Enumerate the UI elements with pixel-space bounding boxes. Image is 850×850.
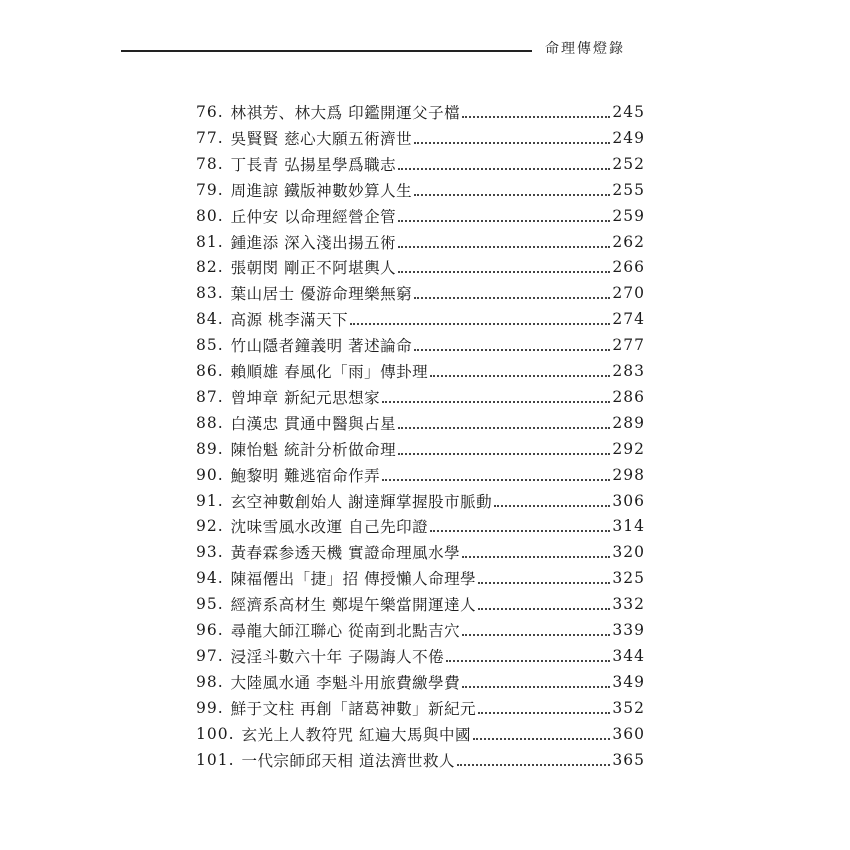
toc-entry-number: 99 . [196, 699, 224, 717]
toc-entry-number: 95 . [196, 595, 224, 613]
toc-entry-title: 丁長青 弘揚星學爲職志 [230, 155, 397, 174]
toc-entry-page-number: 286 [612, 387, 645, 406]
toc-entry-page-number: 365 [612, 750, 645, 769]
toc-entry-title: 林祺芳、林大爲 印鑑開運父子檔 [230, 104, 461, 122]
toc-entry-page-number: 245 [612, 103, 645, 121]
toc-entry [196, 463, 645, 487]
toc-entry-number: 86 . [196, 362, 224, 380]
toc-entry [196, 437, 645, 461]
dot-leader [462, 634, 610, 636]
dot-leader [398, 271, 610, 273]
toc-entry-number: 101 . [196, 751, 235, 769]
toc-entry-number: 100 . [196, 725, 235, 743]
dot-leader [398, 427, 610, 429]
toc-entry [196, 540, 645, 564]
toc-entry [196, 644, 645, 668]
toc-entry-number: 90 . [196, 466, 224, 484]
toc-entry-title: 浸淫斗數六十年 子陽誨人不倦 [230, 647, 445, 666]
toc-entry-page-number: 339 [612, 621, 645, 639]
toc-entry-page-number: 292 [612, 439, 645, 458]
toc-entry-page-number: 289 [612, 413, 645, 432]
toc-entry-page-number: 252 [612, 154, 645, 173]
header-rule [121, 50, 532, 52]
toc-entry-title: 經濟系高材生 鄭堤午樂當開運達人 [230, 596, 477, 615]
toc-entry [196, 696, 645, 720]
toc-entry-title: 陳怡魁 統計分析做命理 [230, 440, 397, 459]
toc-entry [196, 152, 645, 176]
toc-entry-page-number: 314 [612, 517, 645, 536]
toc-entry-page-number: 298 [612, 465, 645, 484]
toc-entry-number: 88 . [196, 414, 224, 432]
dot-leader [414, 349, 610, 351]
dot-leader [414, 297, 610, 299]
toc-entry [196, 385, 645, 409]
toc-entry [196, 230, 645, 254]
toc-entry-title: 吳賢賢 慈心大願五術濟世 [230, 129, 413, 148]
toc-entry-number: 80 . [196, 207, 224, 225]
toc-entry-number: 79 . [196, 181, 224, 199]
toc-entry-number: 96 . [196, 621, 224, 639]
toc-entry-page-number: 266 [612, 258, 645, 277]
toc-entry-page-number: 344 [612, 646, 645, 665]
toc-entry-title: 鮮于文柱 再創「諸葛神數」新紀元 [230, 699, 477, 718]
toc-entry-page-number: 262 [612, 232, 645, 251]
toc-entry-title: 玄空神數創始人 謝達輝掌握股市脈動 [230, 492, 493, 511]
toc-entry-page-number: 255 [612, 180, 645, 199]
toc-entry-number: 97 . [196, 647, 224, 665]
toc-entry-title: 葉山居士 優游命理樂無窮 [230, 285, 413, 304]
toc-entry-title: 張朝閔 剛正不阿堪輿人 [230, 259, 397, 278]
toc-entry-title: 賴順雄 春風化「雨」傳卦理 [230, 363, 429, 381]
toc-entry-title: 鍾進添 深入淺出揚五術 [230, 233, 397, 252]
toc-entry-number: 91 . [196, 492, 224, 510]
toc-entry-title: 黃春霖参透天機 實證命理風水學 [230, 544, 461, 563]
dot-leader [494, 505, 610, 507]
toc-entry [196, 126, 645, 150]
toc-entry-page-number: 320 [612, 543, 645, 562]
toc-entry-number: 93 . [196, 543, 224, 561]
toc-entry-page-number: 249 [612, 128, 645, 147]
toc-entry-title: 曾坤章 新紀元思想家 [230, 388, 381, 407]
dot-leader [430, 530, 610, 532]
dot-leader [478, 608, 610, 610]
toc-entry [196, 281, 645, 305]
toc-entry-page-number: 277 [612, 336, 645, 355]
toc-entry [196, 411, 645, 435]
toc-entry-number: 77 . [196, 129, 224, 147]
toc-entry-page-number: 349 [612, 672, 645, 691]
toc-entry-number: 92 . [196, 517, 224, 535]
dot-leader [414, 142, 610, 144]
toc-entry-page-number: 360 [612, 724, 645, 743]
toc-entry [196, 204, 645, 228]
toc-entry [196, 178, 645, 202]
dot-leader [478, 712, 610, 714]
toc-entry [196, 618, 645, 642]
toc-entry-page-number: 274 [612, 310, 645, 329]
dot-leader [382, 479, 610, 481]
toc-entry-number: 78 . [196, 155, 224, 173]
toc-entry-title: 陳福僊出「捷」招 傳授懶人命理學 [230, 570, 477, 589]
toc-entry [196, 307, 645, 331]
toc-entry-number: 89 . [196, 440, 224, 458]
toc-entry-title: 周進諒 鐵版神數妙算人生 [230, 181, 413, 200]
toc-entry-title: 竹山隱者鐘義明 著述論命 [230, 337, 413, 356]
dot-leader [462, 686, 610, 688]
toc-entry [196, 722, 645, 746]
toc-entry-number: 81 . [196, 233, 224, 251]
dot-leader [382, 401, 610, 403]
toc-entry-number: 94 . [196, 569, 224, 587]
toc-entry [196, 566, 645, 590]
toc-entry-number: 85 . [196, 336, 224, 354]
toc-entry [196, 100, 645, 124]
dot-leader [350, 323, 610, 325]
toc-entry-number: 76 . [196, 103, 224, 121]
toc-entry-page-number: 306 [612, 491, 645, 510]
dot-leader [446, 660, 610, 662]
toc-entry-title: 一代宗師邱天相 道法濟世救人 [241, 751, 455, 770]
toc-entry-page-number: 283 [612, 362, 645, 380]
toc-entry-page-number: 332 [612, 595, 645, 614]
toc-entry-title: 鮑黎明 難逃宿命作弄 [230, 466, 381, 485]
toc-entry-title: 大陸風水通 李魁斗用旅費繳學費 [230, 673, 461, 692]
toc-entry-number: 84 . [196, 310, 224, 328]
toc-entry-title: 沈味雪風水改運 自己先印證 [230, 518, 429, 537]
toc-entry [196, 592, 645, 616]
running-header-title: 命理傳燈錄 [545, 41, 625, 57]
dot-leader [398, 220, 610, 222]
toc-entry-title: 丘仲安 以命理經營企管 [230, 207, 397, 226]
toc-entry-title: 玄光上人教符咒 紅遍大馬與中國 [241, 725, 471, 744]
dot-leader [462, 556, 610, 558]
toc-entry [196, 359, 645, 383]
toc-entry-page-number: 325 [612, 569, 645, 588]
toc-entry-number: 98 . [196, 673, 224, 691]
dot-leader [398, 246, 610, 248]
dot-leader [414, 194, 610, 196]
dot-leader [398, 168, 610, 170]
toc-entry-title: 白漢忠 貫通中醫與占星 [230, 414, 397, 433]
toc-entry [196, 255, 645, 279]
dot-leader [398, 453, 610, 455]
toc-entry [196, 333, 645, 357]
toc-entry-number: 83 . [196, 284, 224, 302]
toc-entry-number: 87 . [196, 388, 224, 406]
toc-entry [196, 670, 645, 694]
toc-entry-page-number: 270 [612, 284, 645, 303]
toc-entry [196, 514, 645, 538]
toc-entry-title: 尋龍大師江聯心 從南到北點吉穴 [230, 622, 461, 640]
dot-leader [430, 375, 610, 377]
dot-leader [457, 764, 610, 766]
toc-entry-page-number: 259 [612, 206, 645, 225]
toc-entry-number: 82 . [196, 258, 224, 276]
dot-leader [478, 582, 610, 584]
toc-entry-title: 高源 桃李滿天下 [230, 311, 349, 330]
dot-leader [462, 116, 610, 118]
toc-entry [196, 489, 645, 513]
dot-leader [473, 738, 610, 740]
toc-entry [196, 748, 645, 772]
toc-entry-page-number: 352 [612, 698, 645, 717]
